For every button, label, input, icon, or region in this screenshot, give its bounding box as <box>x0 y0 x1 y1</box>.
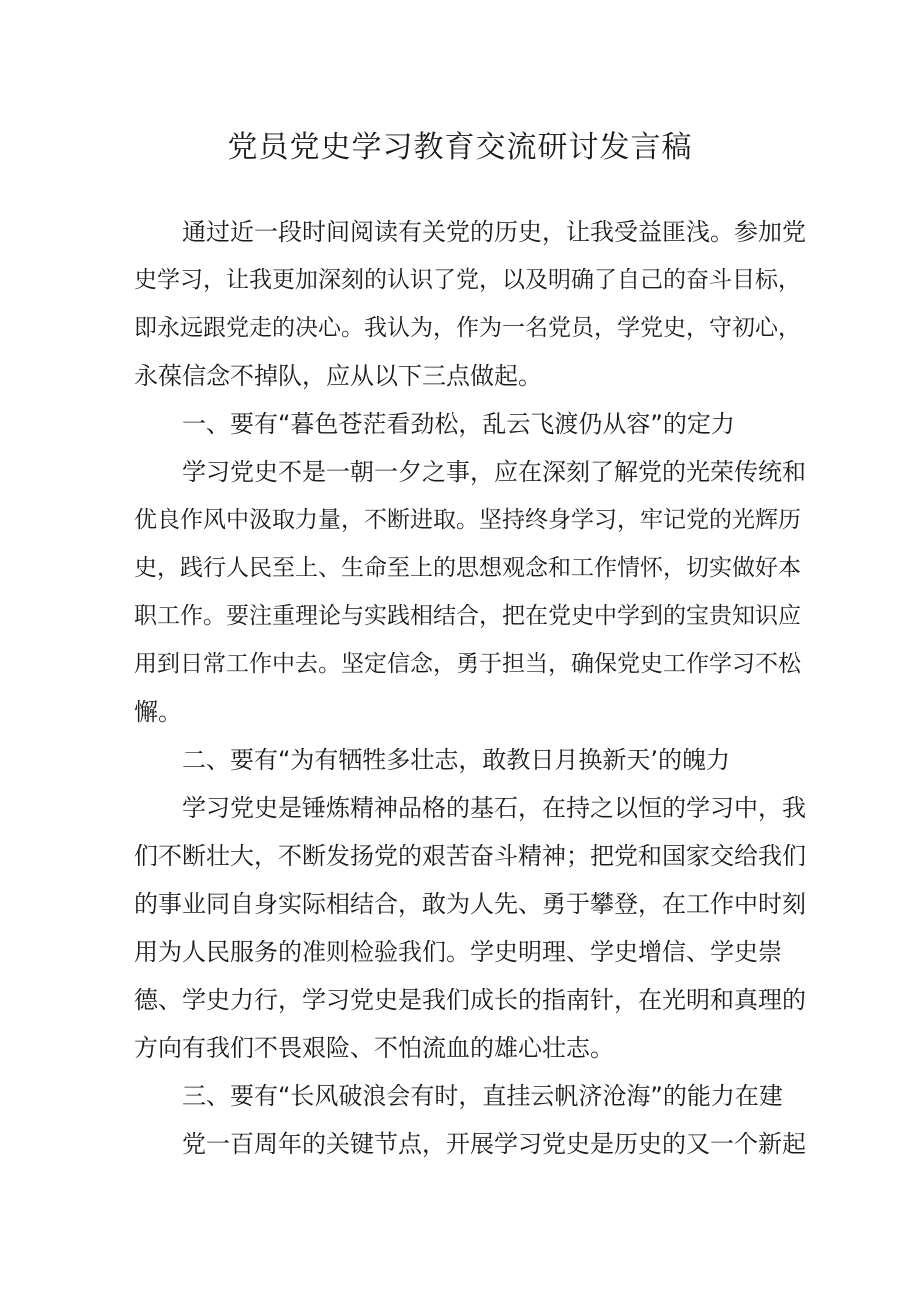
paragraph-line: 永葆信念不掉队，应从以下三点做起。 <box>134 362 542 390</box>
section-heading: 一、要有“暮色苍茫看劲松，乱云飞渡仍从容”的定力 <box>182 410 735 438</box>
paragraph-line: 即永远跟党走的决心。我认为，作为一名党员，学党史，守初心， <box>134 315 801 341</box>
paragraph-line: 学习党史是锤炼精神品格的基石，在持之以恒的学习中，我 <box>182 794 806 822</box>
paragraph-line: 方向有我们不畏艰险、不怕流血的雄心壮志。 <box>134 1034 614 1062</box>
paragraph-line: 懈。 <box>134 698 182 726</box>
paragraph-line: 用为人民服务的准则检验我们。学史明理、学史增信、学史崇 <box>134 938 782 966</box>
section-heading: 三、要有“长风破浪会有时，直挂云帆济沧海”的能力在建 <box>182 1082 783 1110</box>
paragraph-line: 职工作。要注重理论与实践相结合，把在党史中学到的宝贵知识应 <box>134 603 801 629</box>
paragraph-line: 优良作风中汲取力量，不断进取。坚持终身学习，牢记党的光辉历 <box>134 507 801 533</box>
section-heading: 二、要有“为有牺牲多壮志，敢教日月换新天’的魄力 <box>182 746 731 774</box>
paragraph-line: 学习党史不是一朝一夕之事，应在深刻了解党的光荣传统和 <box>182 458 806 486</box>
paragraph-line: 用到日常工作中去。坚定信念，勇于担当，确保党史工作学习不松 <box>134 651 801 677</box>
document-title: 党员党史学习教育交流研讨发言稿 <box>227 130 693 165</box>
paragraph-line: 的事业同自身实际相结合，敢为人先、勇于攀登，在工作中时刻 <box>134 890 806 918</box>
paragraph-line: 史学习，让我更加深刻的认识了党，以及明确了自己的奋斗目标， <box>134 267 801 293</box>
paragraph-line: 德、学史力行，学习党史是我们成长的指南针，在光明和真理的 <box>134 986 806 1014</box>
paragraph-line: 史，践行人民至上、生命至上的思想观念和工作情怀，切实做好本 <box>134 555 801 581</box>
paragraph-line: 通过近一段时间阅读有关党的历史，让我受益匪浅。参加党 <box>182 218 806 246</box>
paragraph-line: 们不断壮大，不断发扬党的艰苦奋斗精神；把党和国家交给我们 <box>134 842 806 870</box>
paragraph-line: 党一百周年的关键节点，开展学习党史是历史的又一个新起 <box>182 1130 806 1158</box>
